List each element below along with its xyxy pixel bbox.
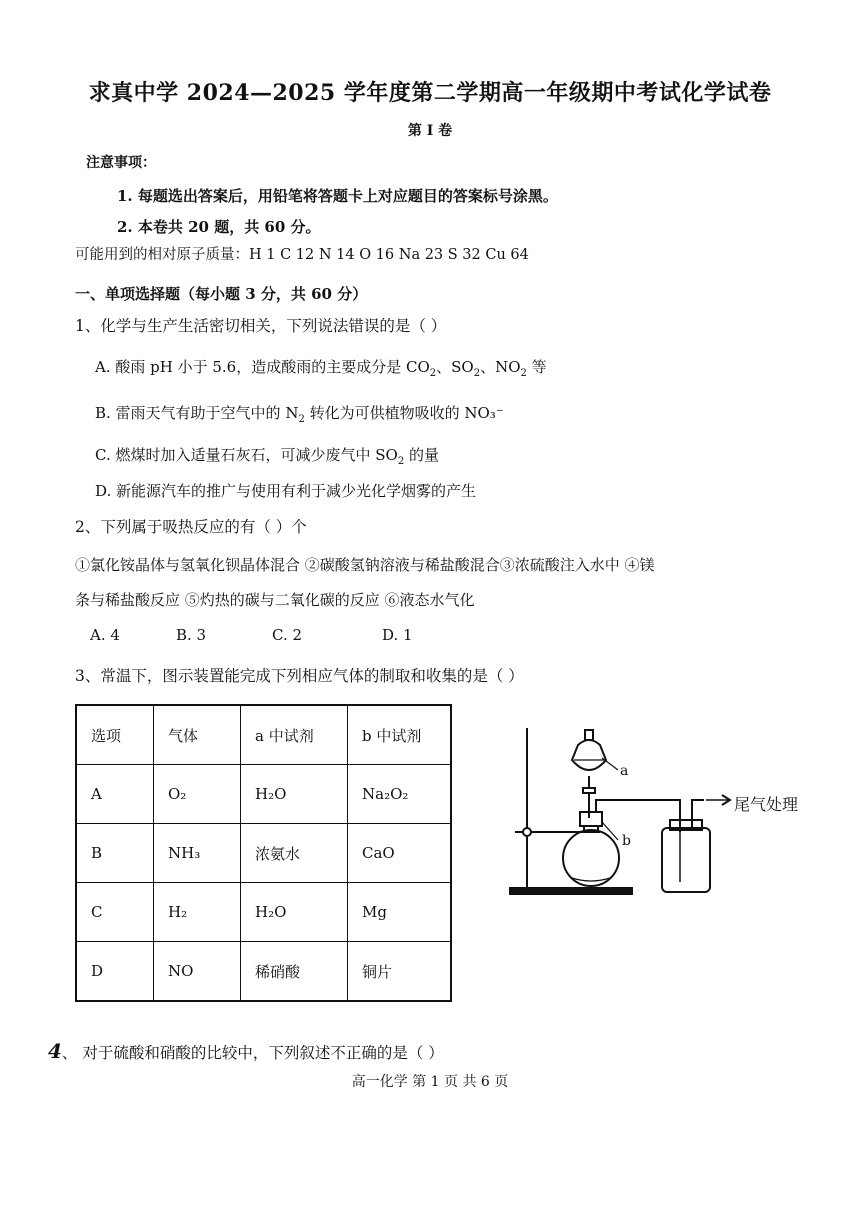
table-cell: Na₂O₂ xyxy=(348,765,452,824)
paper-section-label: 第 I 卷 xyxy=(407,123,453,139)
table-header-cell: 选项 xyxy=(76,705,154,765)
label-a-pointer xyxy=(602,758,618,770)
question-2-items-line-1: ①氯化铵晶体与氢氧化钡晶体混合 ②碳酸氢钠溶液与稀盐酸混合③浓硫酸注入水中 ④镁 xyxy=(75,556,655,574)
table-header-row xyxy=(76,705,451,765)
exam-title: 求真中学 2024—2025 学年度第二学期高一年级期中考试化学试卷 xyxy=(88,80,772,106)
table-cell: H₂ xyxy=(154,883,241,942)
table-cell: Mg xyxy=(348,883,452,942)
section-heading-single-choice: 一、单项选择题（每小题 3 分，共 60 分） xyxy=(75,285,368,303)
page-footer: 高一化学 第 1 页 共 6 页 xyxy=(351,1074,509,1090)
question-1-option-a: A. 酸雨 pH 小于 5.6，造成酸雨的主要成分是 $CO_2$、$SO_2$、$NO_2$ 等 xyxy=(95,358,547,379)
table-cell: D xyxy=(76,942,154,1002)
table-cell: NH₃ xyxy=(154,824,241,883)
table-row xyxy=(76,765,451,824)
note-item-1: 1. 每题选出答案后，用铅笔将答题卡上对应题目的答案标号涂黑。 xyxy=(117,187,558,205)
funnel-stopper xyxy=(585,730,593,740)
table-cell: CaO xyxy=(348,824,452,883)
table-cell: B xyxy=(76,824,154,883)
question-1-stem: 1、化学与生产生活密切相关，下列说法错误的是（ ） xyxy=(75,317,447,335)
table-cell: O₂ xyxy=(154,765,241,824)
question-1-option-d: D. 新能源汽车的推广与使用有利于减少光化学烟雾的产生 xyxy=(95,482,477,500)
question-4-stem: 4、 对于硫酸和硝酸的比较中，下列叙述不正确的是（ ） xyxy=(48,1039,444,1063)
question-1-option-c: C. 燃煤时加入适量石灰石，可减少废气中 $SO_2$ 的量 xyxy=(95,446,439,467)
flask-stopper xyxy=(580,812,602,826)
round-bottom-flask xyxy=(563,830,619,886)
table-row xyxy=(76,942,451,1002)
funnel-stopcock xyxy=(583,788,595,793)
question-4-number: 4 xyxy=(48,1039,62,1063)
table-header-cell: b 中试剂 xyxy=(348,705,452,765)
table-header-cell: 气体 xyxy=(154,705,241,765)
question-2-choice-b: B. 3 xyxy=(176,626,207,644)
question-2-choice-c: C. 2 xyxy=(272,626,303,644)
collection-bottle xyxy=(662,828,710,892)
question-2-stem: 2、下列属于吸热反应的有（ ）个 xyxy=(75,518,307,536)
table-cell: NO xyxy=(154,942,241,1002)
table-cell: A xyxy=(76,765,154,824)
table-row xyxy=(76,883,451,942)
table-cell: 铜片 xyxy=(348,942,452,1002)
question-3-options-table xyxy=(75,704,452,1002)
tail-gas-label: 尾气处理 xyxy=(734,795,799,814)
question-1-option-b: B. 雷雨天气有助于空气中的 $N_2$ 转化为可供植物吸收的 NO₃⁻ xyxy=(95,404,504,425)
table-cell: 稀硝酸 xyxy=(241,942,348,1002)
table-cell: 浓氨水 xyxy=(241,824,348,883)
separatory-funnel xyxy=(572,740,606,770)
question-2-choice-a: A. 4 xyxy=(90,626,120,644)
table-cell: C xyxy=(76,883,154,942)
atomic-masses: 可能用到的相对原子质量：H 1 C 12 N 14 O 16 Na 23 S 32 Cu 64 xyxy=(75,247,529,263)
table-header-cell: a 中试剂 xyxy=(241,705,348,765)
question-3-stem: 3、常温下，图示装置能完成下列相应气体的制取和收集的是（ ） xyxy=(75,667,524,685)
label-a: a xyxy=(620,763,629,779)
note-item-2: 2. 本卷共 20 题，共 60 分。 xyxy=(117,218,321,236)
table-row xyxy=(76,824,451,883)
notes-heading: 注意事项： xyxy=(86,155,156,171)
question-2-items-line-2: 条与稀盐酸反应 ⑤灼热的碳与二氧化碳的反应 ⑥液态水气化 xyxy=(75,591,475,609)
clamp-knob xyxy=(523,828,531,836)
stand-base xyxy=(510,888,632,894)
label-b: b xyxy=(622,833,631,849)
table-cell: H₂O xyxy=(241,765,348,824)
flask-solid-reagent xyxy=(572,878,610,881)
question-2-choice-d: D. 1 xyxy=(382,626,413,644)
table-cell: H₂O xyxy=(241,883,348,942)
